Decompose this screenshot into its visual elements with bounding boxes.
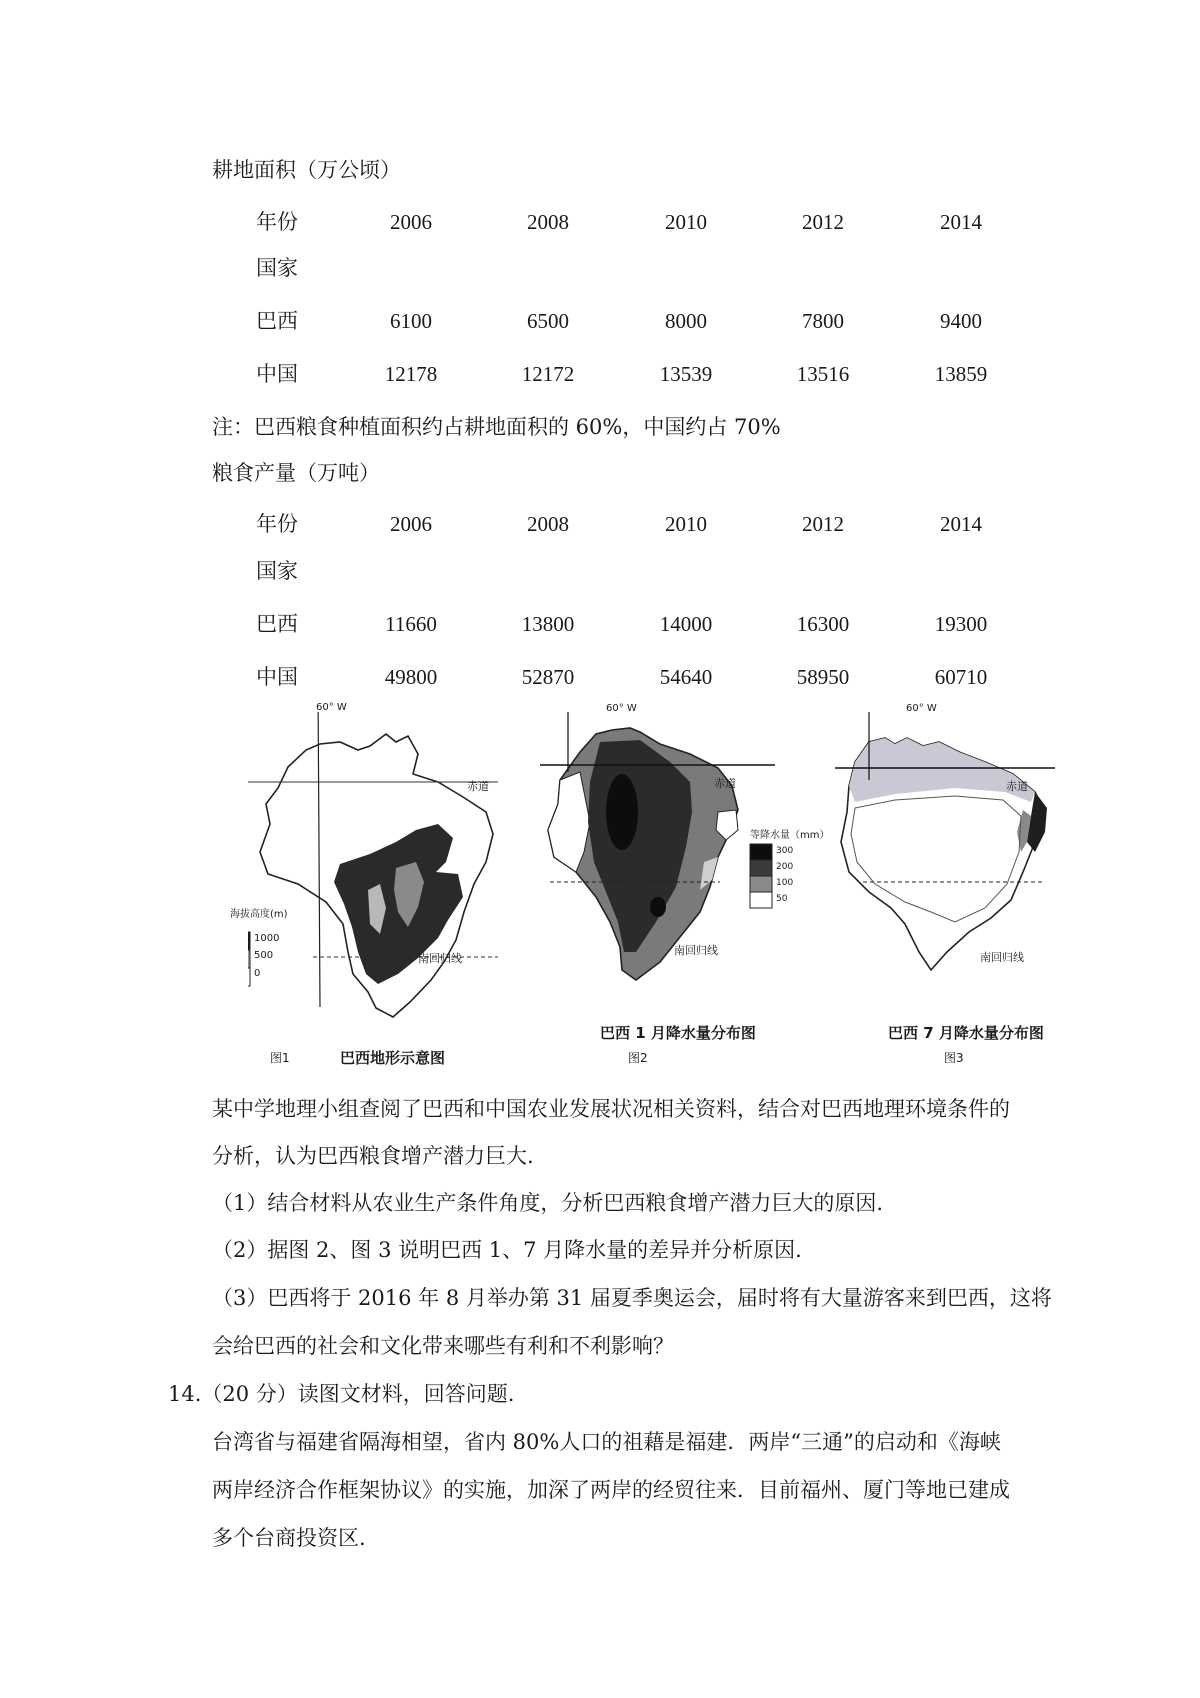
fig3-equator-label: 赤道 — [1006, 780, 1028, 793]
fig3-meridian-label: 60° W — [906, 703, 937, 714]
fig3-number: 图3 — [944, 1051, 964, 1065]
fig2-legend-value: 300 — [776, 846, 794, 856]
table2-value-cell: 11660 — [385, 612, 437, 636]
table1-year-cell: 2006 — [390, 210, 432, 234]
fig1-equator-label: 赤道 — [467, 780, 489, 793]
table2-year-cell: 2006 — [390, 512, 432, 536]
table1-value-cell: 6100 — [390, 309, 432, 333]
table1-year-cell: 2014 — [940, 210, 982, 234]
fig2-legend-value: 50 — [776, 894, 788, 904]
fig2-legend-title: 等降水量（mm） — [750, 830, 830, 841]
table1-year-cell: 2008 — [527, 210, 569, 234]
table1-value-cell: 13516 — [796, 362, 850, 386]
table2-country-cell: 中国 — [256, 665, 298, 689]
legend-swatch-white — [248, 968, 250, 986]
fig1-legend-value: 0 — [254, 968, 261, 979]
table1-year-cell: 2012 — [802, 210, 844, 234]
fig3-tropic-label: 南回归线 — [980, 951, 1024, 964]
legend-swatch-grey — [248, 950, 250, 968]
table2-year-cell: 2010 — [665, 512, 707, 536]
table1-note: 注：巴西粮食种植面积约占耕地面积的 60%，中国约占 70% — [212, 415, 781, 439]
q13-sub-question-3-line1: （3）巴西将于 2016 年 8 月举办第 31 届夏季奥运会，届时将有大量游客来到巴西，这将 — [212, 1286, 1052, 1310]
table2-value-cell: 54640 — [659, 665, 713, 689]
table2-value-cell: 19300 — [934, 612, 988, 636]
table2-value-cell: 52870 — [521, 665, 575, 689]
q13-intro-line2: 分析，认为巴西粮食增产潜力巨大. — [212, 1144, 534, 1168]
table2-year-cell: 2008 — [527, 512, 569, 536]
table1-header-year: 年份 — [256, 210, 298, 234]
q13-sub-question-2: （2）据图 2、图 3 说明巴西 1、7 月降水量的差异并分析原因. — [212, 1238, 802, 1262]
figure-1-terrain-map — [248, 712, 513, 1077]
table1-country-cell: 中国 — [256, 362, 298, 386]
table1-country-cell: 巴西 — [256, 309, 298, 333]
table1-value-cell: 7800 — [802, 309, 844, 333]
table2-value-cell: 14000 — [659, 612, 713, 636]
fig1-meridian-label: 60° W — [316, 702, 347, 713]
table2-country-cell: 巴西 — [256, 612, 298, 636]
q14-line1: 台湾省与福建省隔海相望，省内 80%人口的祖藉是福建．两岸“三通”的启动和《海峡 — [212, 1430, 1001, 1454]
fig1-legend-value: 1000 — [254, 933, 280, 944]
table2-header-year: 年份 — [256, 512, 298, 536]
table2-value-cell: 16300 — [796, 612, 850, 636]
fig1-tropic-label: 南回归线 — [418, 952, 462, 965]
fig1-legend-title: 海拔高度(m) — [230, 909, 288, 920]
table1-value-cell: 6500 — [527, 309, 569, 333]
table2-value-cell: 49800 — [384, 665, 438, 689]
fig1-legend-value: 500 — [254, 950, 274, 961]
table2-year-cell: 2012 — [802, 512, 844, 536]
fig2-equator-label: 赤道 — [714, 777, 736, 790]
fig2-meridian-label: 60° W — [606, 703, 637, 714]
fig2-number: 图2 — [628, 1051, 648, 1065]
table2-title: 粮食产量（万吨） — [212, 461, 380, 485]
table2-header-country: 国家 — [256, 559, 298, 583]
table1-header-country: 国家 — [256, 256, 298, 280]
fig2-tropic-label: 南回归线 — [674, 944, 718, 957]
table2-value-cell: 60710 — [934, 665, 988, 689]
fig2-legend-value: 200 — [776, 862, 794, 872]
fig1-number: 图1 — [270, 1051, 290, 1065]
fig1-caption: 巴西地形示意图 — [340, 1049, 446, 1067]
table1-value-cell: 13539 — [659, 362, 713, 386]
q13-intro-line1: 某中学地理小组查阅了巴西和中国农业发展状况相关资料，结合对巴西地理环境条件的 — [212, 1097, 1010, 1121]
legend-swatch-dark — [248, 932, 250, 950]
table1-title: 耕地面积（万公顷） — [212, 158, 401, 182]
figure-2-january-precipitation-map — [540, 712, 790, 1012]
figure-3-july-precipitation-map — [835, 712, 1095, 1012]
q14-line3: 多个台商投资区. — [212, 1526, 366, 1550]
q13-sub-question-1: （1）结合材料从农业生产条件角度，分析巴西粮食增产潜力巨大的原因. — [212, 1191, 884, 1215]
q13-sub-question-3-line2: 会给巴西的社会和文化带来哪些有利和不利影响？ — [212, 1334, 674, 1358]
table1-year-cell: 2010 — [665, 210, 707, 234]
elevation-legend — [248, 932, 250, 986]
table1-value-cell: 12172 — [521, 362, 575, 386]
table2-value-cell: 13800 — [521, 612, 575, 636]
table1-value-cell: 13859 — [934, 362, 988, 386]
table2-value-cell: 58950 — [796, 665, 850, 689]
table1-value-cell: 9400 — [940, 309, 982, 333]
legend-swatch-50 — [750, 892, 772, 908]
legend-swatch-200 — [750, 860, 772, 876]
fig2-legend-value: 100 — [776, 878, 794, 888]
legend-swatch-100 — [750, 876, 772, 892]
table1-value-cell: 8000 — [665, 309, 707, 333]
q14-header: 14.（20 分）读图文材料，回答问题. — [168, 1382, 515, 1406]
legend-swatch-300 — [750, 844, 772, 860]
q14-line2: 两岸经济合作框架协议》的实施，加深了两岸的经贸往来．目前福州、厦门等地已建成 — [212, 1478, 1010, 1502]
fig3-caption: 巴西 7 月降水量分布图 — [888, 1024, 1044, 1042]
fig2-caption: 巴西 1 月降水量分布图 — [600, 1024, 756, 1042]
table1-value-cell: 12178 — [384, 362, 438, 386]
table2-year-cell: 2014 — [940, 512, 982, 536]
precip-legend — [750, 844, 772, 908]
